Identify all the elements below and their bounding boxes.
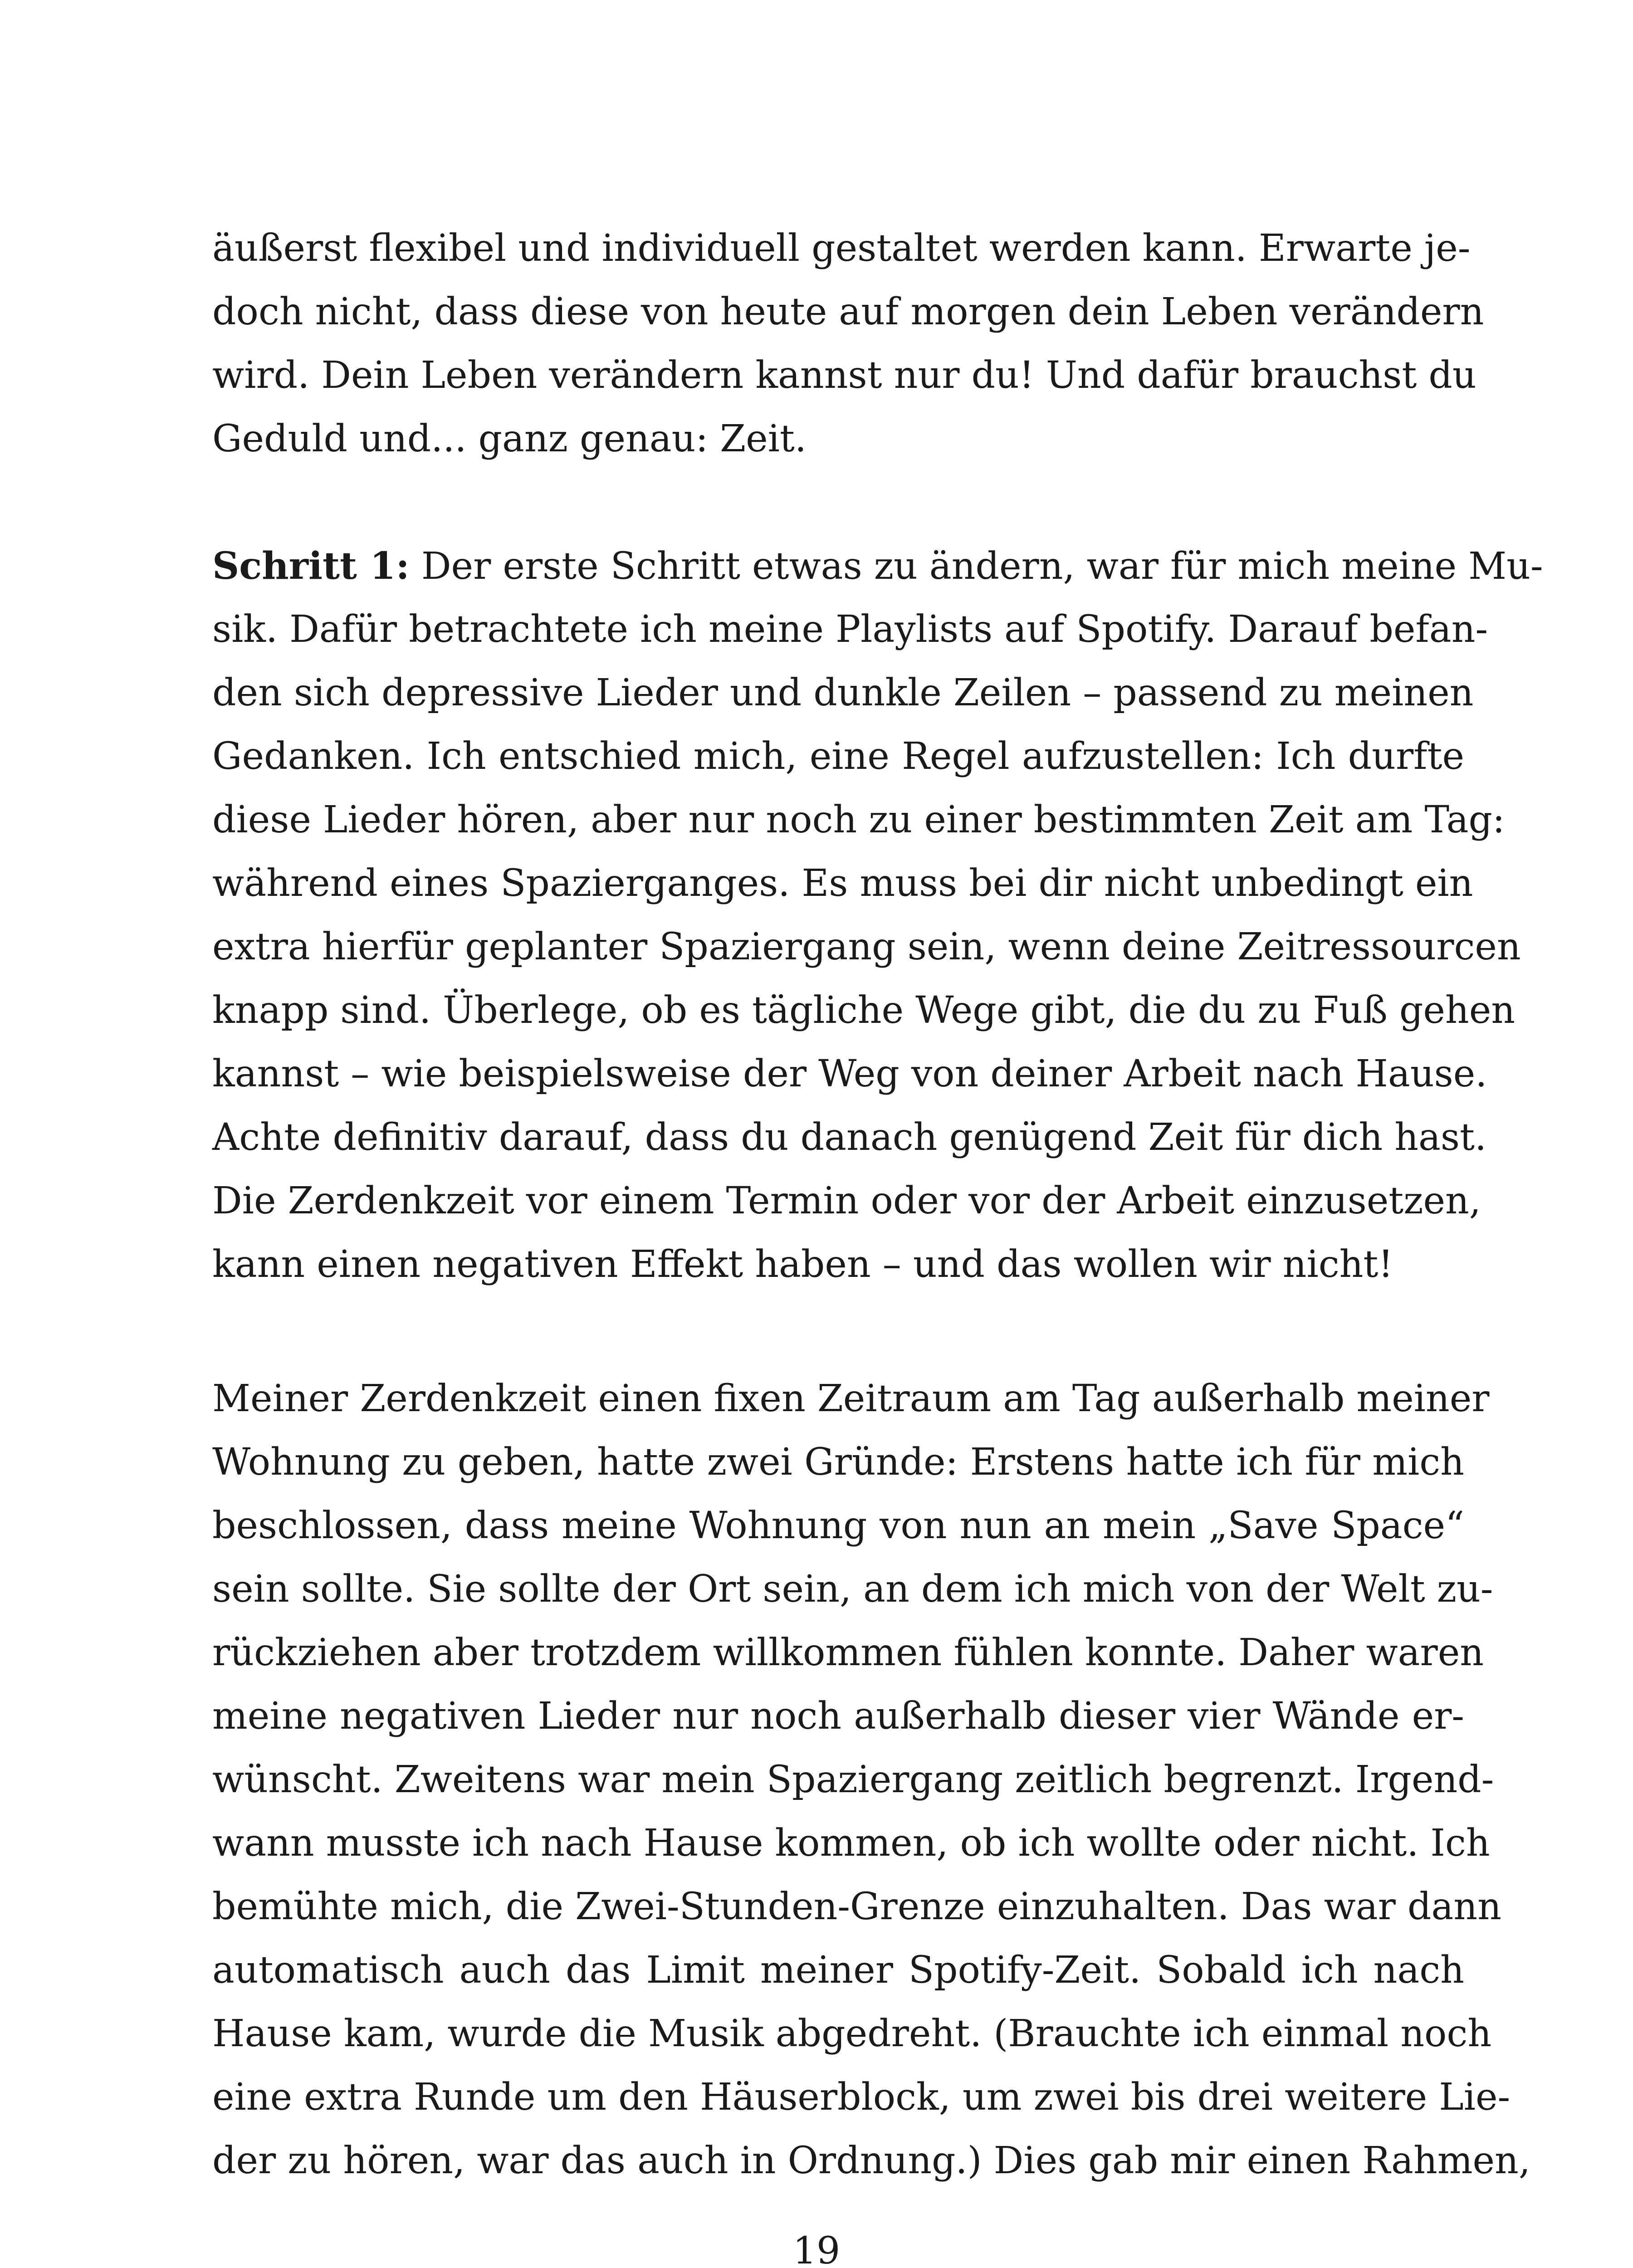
text-line: bemühte mich, die Zwei-Stunden-Grenze einzuhalten. Das war dann (212, 1885, 1501, 1928)
text-line: eine extra Runde um den Häuserblock, um zwei bis drei weitere Lie- (212, 2076, 1511, 2119)
text-line: meine negativen Lieder nur noch außerhalb dieser vier Wände er- (212, 1695, 1464, 1738)
text-line-rest: Der erste Schritt etwas zu ändern, war für mich meine Mu- (409, 545, 1543, 588)
text-line (212, 534, 1543, 598)
text-line: sik. Dafür betrachtete ich meine Playlists auf Spotify. Darauf befan- (212, 608, 1488, 651)
text-line: extra hierfür geplanter Spaziergang sein, wenn deine Zeitressourcen (212, 925, 1521, 968)
text-line: Geduld und... ganz genau: Zeit. (212, 417, 807, 460)
text-line: knapp sind. Überlege, ob es tägliche Wege gibt, die du zu Fuß gehen (212, 989, 1516, 1032)
text-line: Die Zerdenkzeit vor einem Termin oder vor der Arbeit einzusetzen, (212, 1179, 1481, 1222)
page-number: 19 (792, 2229, 841, 2268)
text-line: den sich depressive Lieder und dunkle Zeilen – passend zu meinen (212, 671, 1474, 714)
text-line: kannst – wie beispielsweise der Weg von deiner Arbeit nach Hause. (212, 1052, 1487, 1095)
text-line: sein sollte. Sie sollte der Ort sein, an dem ich mich von der Welt zu- (212, 1568, 1493, 1611)
text-line: Hause kam, wurde die Musik abgedreht. (Brauchte ich einmal noch (212, 2012, 1492, 2055)
text-line: Meiner Zerdenkzeit einen fixen Zeitraum am Tag außerhalb meiner (212, 1377, 1490, 1420)
text-line: diese Lieder hören, aber nur noch zu einer bestimmten Zeit am Tag: (212, 798, 1505, 841)
paragraph-step-1 (212, 534, 1543, 1296)
step-label: Schritt 1: (212, 544, 410, 588)
text-line: Achte definitiv darauf, dass du danach genügend Zeit für dich hast. (212, 1116, 1487, 1159)
text-line: Wohnung zu geben, hatte zwei Gründe: Erstens hatte ich für mich (212, 1441, 1464, 1484)
text-line: während eines Spazierganges. Es muss bei dir nicht unbedingt ein (212, 862, 1473, 905)
text-line: automatisch auch das Limit meiner Spotify-Zeit. Sobald ich nach (212, 1949, 1464, 1992)
text-line: äußerst flexibel und individuell gestaltet werden kann. Erwarte je- (212, 227, 1471, 270)
text-line: wann musste ich nach Hause kommen, ob ich wollte oder nicht. Ich (212, 1822, 1490, 1865)
text-line: rückziehen aber trotzdem willkommen fühlen konnte. Daher waren (212, 1631, 1484, 1674)
text-line: wird. Dein Leben verändern kannst nur du! Und dafür brauchst du (212, 354, 1477, 397)
text-line: Gedanken. Ich entschied mich, eine Regel aufzustellen: Ich durfte (212, 735, 1464, 778)
text-line: der zu hören, war das auch in Ordnung.) Dies gab mir einen Rahmen, (212, 2139, 1530, 2182)
text-line: beschlossen, dass meine Wohnung von nun an mein „Save Space“ (212, 1504, 1464, 1547)
text-line: kann einen negativen Effekt haben – und das wollen wir nicht! (212, 1243, 1393, 1286)
text-line: doch nicht, dass diese von heute auf morgen dein Leben verändern (212, 290, 1484, 333)
paragraph-reasons (212, 1367, 1530, 2193)
paragraph-intro (212, 217, 1484, 471)
text-line: wünscht. Zweitens war mein Spaziergang zeitlich begrenzt. Irgend- (212, 1758, 1494, 1801)
